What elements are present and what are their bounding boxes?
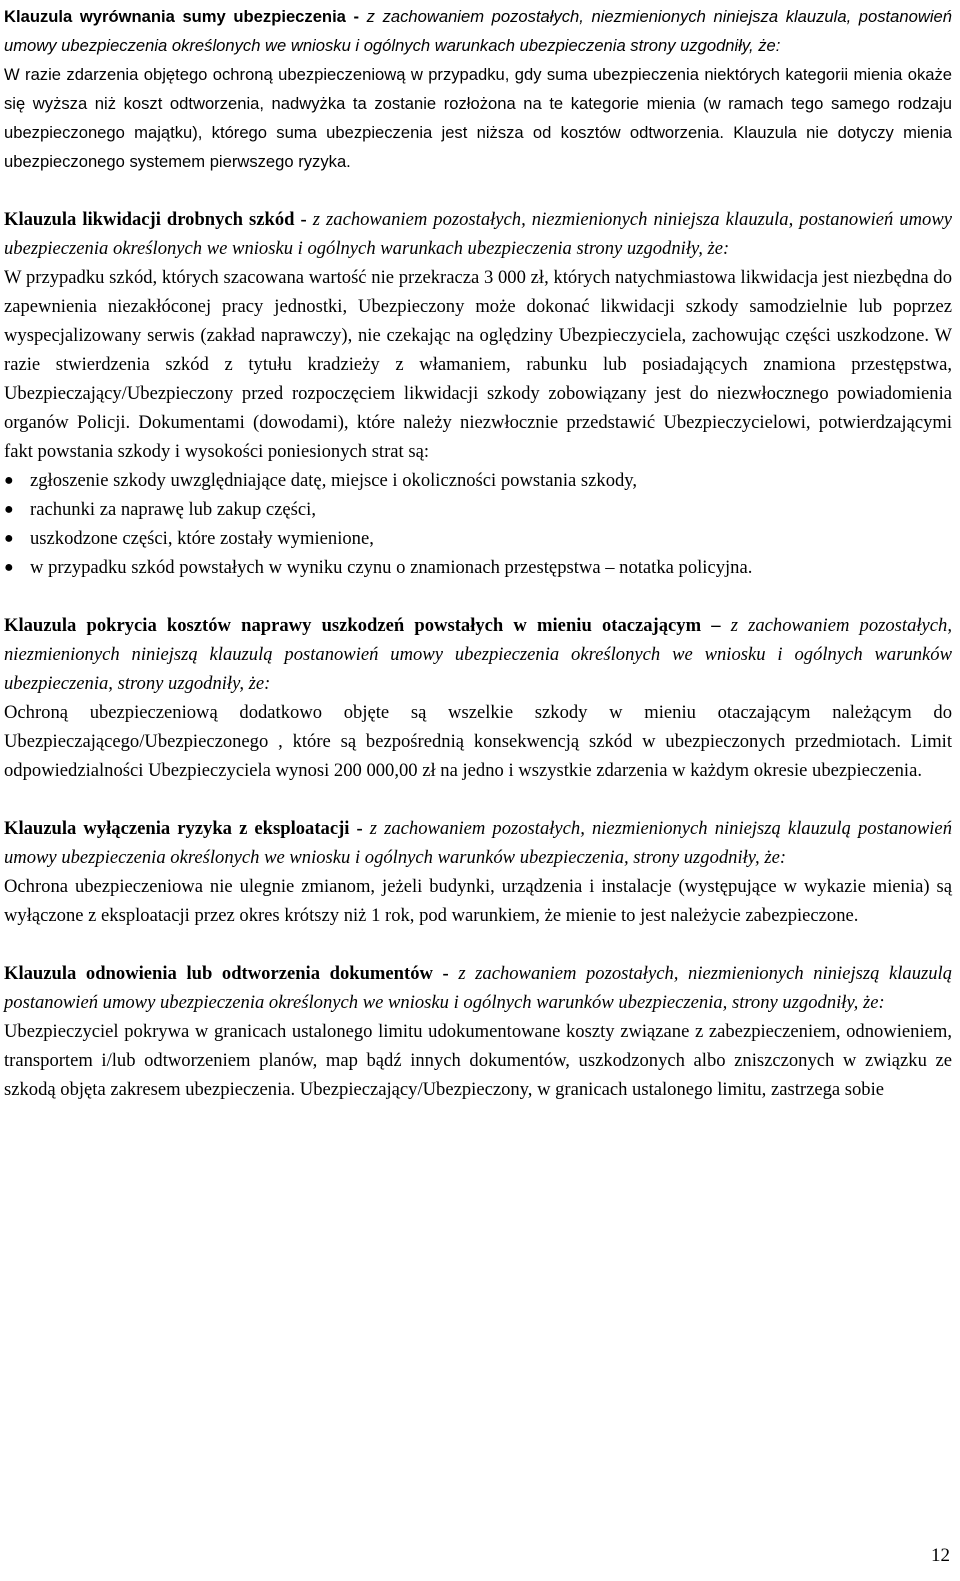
- clause-intro: z zachowaniem pozostałych, niezmienionych niniejszą klauzulą postanowień umowy ubezpieczenia określonych we wniosku i ogólnych warunków ubezpieczenia, strony uzgodniły, że:: [4, 963, 952, 1013]
- clause-intro: z zachowaniem pozostałych, niezmienionych niniejsza klauzula, postanowień umowy ubezpieczenia określonych we wniosku i ogólnych warunkach ubezpieczenia strony uzgodniły, że:: [4, 209, 952, 259]
- list-item-text: zgłoszenie szkody uwzględniające datę, miejsce i okoliczności powstania szkody,: [30, 470, 638, 491]
- document-page: [4, 2, 952, 1133]
- bullet-icon: ●: [4, 559, 14, 576]
- clause-document-restoration: [4, 959, 952, 1104]
- list-item: [4, 553, 952, 582]
- clause-out-of-operation: [4, 814, 952, 930]
- clause-heading-paragraph: [4, 2, 952, 60]
- clause-intro: z zachowaniem pozostałych, niezmienionych niniejszą klauzulą postanowień umowy ubezpieczenia określonych we wniosku i ogólnych warunków ubezpieczenia, strony uzgodniły, że:: [4, 615, 952, 694]
- list-item: [4, 495, 952, 524]
- clause-heading-paragraph: [4, 959, 952, 1017]
- clause-heading-paragraph: [4, 814, 952, 872]
- clause-intro: z zachowaniem pozostałych, niezmienionych niniejsza klauzula, postanowień umowy ubezpieczenia określonych we wniosku i ogólnych warunkach ubezpieczenia strony uzgodniły, że:: [4, 7, 952, 55]
- bullet-icon: ●: [4, 530, 14, 547]
- list-item-text: uszkodzone części, które zostały wymienione,: [30, 528, 374, 549]
- list-item-text: rachunki za naprawę lub zakup części,: [30, 499, 316, 520]
- list-item: [4, 466, 952, 495]
- clause-intro: z zachowaniem pozostałych, niezmienionych niniejszą klauzulą postanowień umowy ubezpieczenia określonych we wniosku i ogólnych warunków ubezpieczenia, strony uzgodniły, że:: [4, 818, 952, 868]
- clause-heading-paragraph: [4, 611, 952, 698]
- list-item-text: w przypadku szkód powstałych w wyniku czynu o znamionach przestępstwa – notatka policyjna.: [30, 557, 753, 578]
- clause-heading: Klauzula pokrycia kosztów naprawy uszkodzeń powstałych w mieniu otaczającym –: [4, 615, 731, 636]
- clause-heading: Klauzula odnowienia lub odtworzenia dokumentów -: [4, 963, 459, 984]
- clause-heading-paragraph: [4, 205, 952, 263]
- bullet-icon: ●: [4, 501, 14, 518]
- page-number: 12: [931, 1545, 950, 1566]
- clause-sum-insured-adjustment: [4, 2, 952, 176]
- clause-heading: Klauzula likwidacji drobnych szkód -: [4, 209, 313, 230]
- clause-small-claims: [4, 205, 952, 582]
- clause-surrounding-property: [4, 611, 952, 785]
- clause-body: Ochrona ubezpieczeniowa nie ulegnie zmianom, jeżeli budynki, urządzenia i instalacje (występujące w wykazie mienia) są wyłączone z eksploatacji przez okres krótszy niż 1 rok, pod warunkiem, że mienie to jest należycie zabezpieczone.: [4, 876, 952, 926]
- bullet-icon: ●: [4, 472, 14, 489]
- clause-heading: Klauzula wyrównania sumy ubezpieczenia -: [4, 7, 367, 26]
- documents-list: [4, 466, 952, 582]
- list-item: [4, 524, 952, 553]
- clause-heading: Klauzula wyłączenia ryzyka z eksploatacji -: [4, 818, 370, 839]
- clause-body: Ubezpieczyciel pokrywa w granicach ustalonego limitu udokumentowane koszty związane z zabezpieczeniem, odnowieniem, transportem i/lub odtworzeniem planów, map bądź innych dokumentów, uszkodzonych albo zniszczonych w związku ze szkodą objęta zakresem ubezpieczenia. Ubezpieczający/Ubezpieczony, w granicach ustalonego limitu, zastrzega sobie: [4, 1021, 952, 1100]
- clause-body: W razie zdarzenia objętego ochroną ubezpieczeniową w przypadku, gdy suma ubezpieczenia niektórych kategorii mienia okaże się wyższa niż koszt odtworzenia, nadwyżka ta zostanie rozłożona na te kategorie mienia (w ramach tego samego rodzaju ubezpieczonego majątku), którego suma ubezpieczenia jest niższa od kosztów odtworzenia. Klauzula nie dotyczy mienia ubezpieczonego systemem pierwszego ryzyka.: [4, 65, 952, 171]
- clause-body: Ochroną ubezpieczeniową dodatkowo objęte są wszelkie szkody w mieniu otaczającym należącym do Ubezpieczającego/Ubezpieczonego , które są bezpośrednią konsekwencją szkód w ubezpieczonych przedmiotach. Limit odpowiedzialności Ubezpieczyciela wynosi 200 000,00 zł na jedno i wszystkie zdarzenia w każdym okresie ubezpieczenia.: [4, 702, 952, 781]
- clause-body: W przypadku szkód, których szacowana wartość nie przekracza 3 000 zł, których natychmiastowa likwidacja jest niezbędna do zapewnienia niezakłóconej pracy jednostki, Ubezpieczony może dokonać likwidacji szkody samodzielnie lub poprzez wyspecjalizowany serwis (zakład naprawczy), nie czekając na oględziny Ubezpieczyciela, zachowując części uszkodzone. W razie stwierdzenia szkód z tytułu kradzieży z włamaniem, rabunku lub posiadających znamiona przestępstwa, Ubezpieczający/Ubezpieczony przed rozpoczęciem likwidacji szkody zobowiązany jest do niezwłocznego powiadomienia organów Policji. Dokumentami (dowodami), które należy niezwłocznie przedstawić Ubezpieczycielowi, potwierdzającymi fakt powstania szkody i wysokości poniesionych strat są:: [4, 267, 952, 462]
